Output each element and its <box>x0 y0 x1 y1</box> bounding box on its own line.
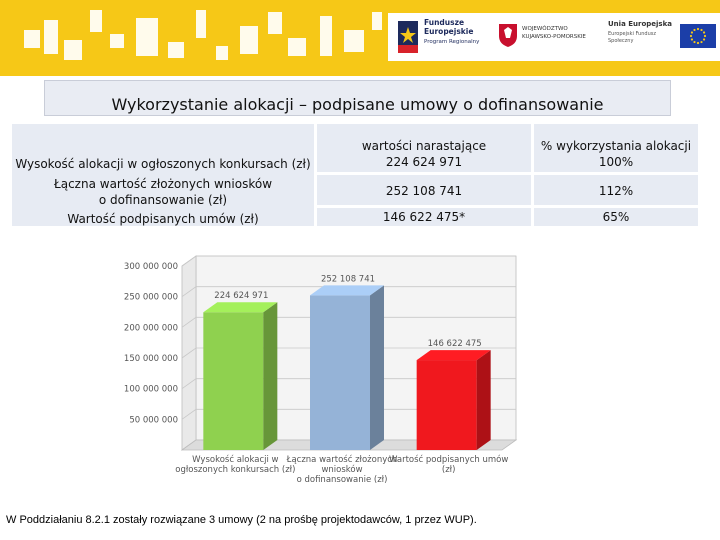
bar-data-label: 252 108 741 <box>320 274 376 285</box>
eu-star <box>700 41 702 43</box>
row-percent-allocation: 100% <box>598 155 634 169</box>
bar-side <box>263 302 277 450</box>
fe-logo-line2: Europejskie <box>424 27 474 36</box>
decor-square <box>110 34 124 48</box>
eu-star <box>703 38 705 40</box>
row-value-submitted: 252 108 741 <box>385 184 463 198</box>
region-logo-line1: WOJEWÓDZTWO <box>522 26 568 32</box>
row-value-signed: 146 622 475* <box>382 210 466 224</box>
x-category-label: wniosków <box>321 465 363 475</box>
eu-star <box>693 41 695 43</box>
decor-square <box>64 40 82 60</box>
region-logo <box>498 16 598 58</box>
bar <box>203 312 263 450</box>
decor-square <box>216 46 228 60</box>
title-box <box>44 80 671 116</box>
footnote: W Poddziałaniu 8.2.1 zostały rozwiązane 3 umowy (2 na prośbę projektodawców, 1 przez WUP). <box>6 514 477 526</box>
y-tick-label: 50 000 000 <box>129 415 178 426</box>
x-category-label: Wysokość alokacji w <box>192 455 279 465</box>
decor-square <box>44 20 58 54</box>
eu-star <box>704 35 706 37</box>
row-value-allocation: 224 624 971 <box>385 155 463 169</box>
y-tick-label: 150 000 000 <box>123 354 178 364</box>
eu-star <box>691 31 693 33</box>
region-logo-line2: KUJAWSKO-POMORSKIE <box>522 34 586 40</box>
x-category-label: ogłoszonych konkursach (zł) <box>175 465 296 475</box>
bar-side <box>370 285 384 450</box>
decor-square <box>196 10 206 38</box>
row-label-allocation: Wysokość alokacji w ogłoszonych konkursach (zł) <box>15 157 311 171</box>
page-title: Wykorzystanie alokacji – podpisane umowy o dofinansowanie <box>111 95 604 114</box>
bar-side <box>477 350 491 450</box>
y-tick-label: 300 000 000 <box>123 262 178 272</box>
y-tick-label: 250 000 000 <box>123 292 178 303</box>
bar <box>310 295 370 450</box>
col-header-values: wartości narastające <box>361 139 487 153</box>
eu-star <box>693 29 695 31</box>
row-percent-submitted: 112% <box>598 184 634 198</box>
fundusze-europejskie-logo <box>396 16 488 58</box>
eu-logo-line3: Społeczny <box>608 38 634 44</box>
eu-star <box>703 31 705 33</box>
eu-star <box>691 38 693 40</box>
bar-data-label: 224 624 971 <box>214 291 269 302</box>
row-percent-signed: 65% <box>602 210 630 224</box>
decor-square <box>90 10 102 32</box>
fe-star-icon <box>396 19 420 55</box>
decor-square <box>288 38 306 56</box>
fe-logo-line3: Program Regionalny <box>424 39 480 45</box>
row-label-submitted-line2: o dofinansowanie (zł) <box>98 193 228 207</box>
eu-logo-line2: Europejski Fundusz <box>608 31 656 37</box>
decor-square <box>372 12 382 30</box>
bar <box>417 360 477 450</box>
col-header-percent: % wykorzystania alokacji <box>540 139 692 153</box>
x-category-label: Łączna wartość złożonych <box>286 455 398 465</box>
y-tick-label: 100 000 000 <box>123 384 178 395</box>
bar-chart <box>120 250 540 500</box>
x-category-label: Wartość podpisanych umów <box>389 455 509 465</box>
bar-data-label: 146 622 475 <box>427 339 482 350</box>
x-category-label: (zł) <box>441 465 456 475</box>
eu-star <box>697 28 699 30</box>
decor-square <box>136 18 158 56</box>
decor-square <box>344 30 364 52</box>
decor-square <box>240 26 258 54</box>
y-tick-label: 200 000 000 <box>123 323 178 334</box>
bar-chart-svg <box>120 250 540 500</box>
logo-bar <box>388 13 720 61</box>
row-label-submitted-line1: Łączna wartość złożonych wniosków <box>53 177 273 191</box>
region-crest-icon <box>498 22 518 48</box>
fe-logo-line1: Fundusze <box>424 18 465 27</box>
x-category-label: o dofinansowanie (zł) <box>296 475 388 485</box>
eu-star <box>690 35 692 37</box>
eu-logo-line1: Unia Europejska <box>608 20 672 28</box>
decor-square <box>320 16 332 56</box>
eu-star <box>697 42 699 44</box>
eu-star <box>700 29 702 31</box>
row-label-signed: Wartość podpisanych umów (zł) <box>67 212 259 226</box>
decor-square <box>24 30 40 48</box>
eu-flag-icon <box>680 24 716 48</box>
decor-square <box>268 12 282 34</box>
eu-logo <box>606 16 718 58</box>
decor-square <box>168 42 184 58</box>
header-band <box>0 0 720 76</box>
